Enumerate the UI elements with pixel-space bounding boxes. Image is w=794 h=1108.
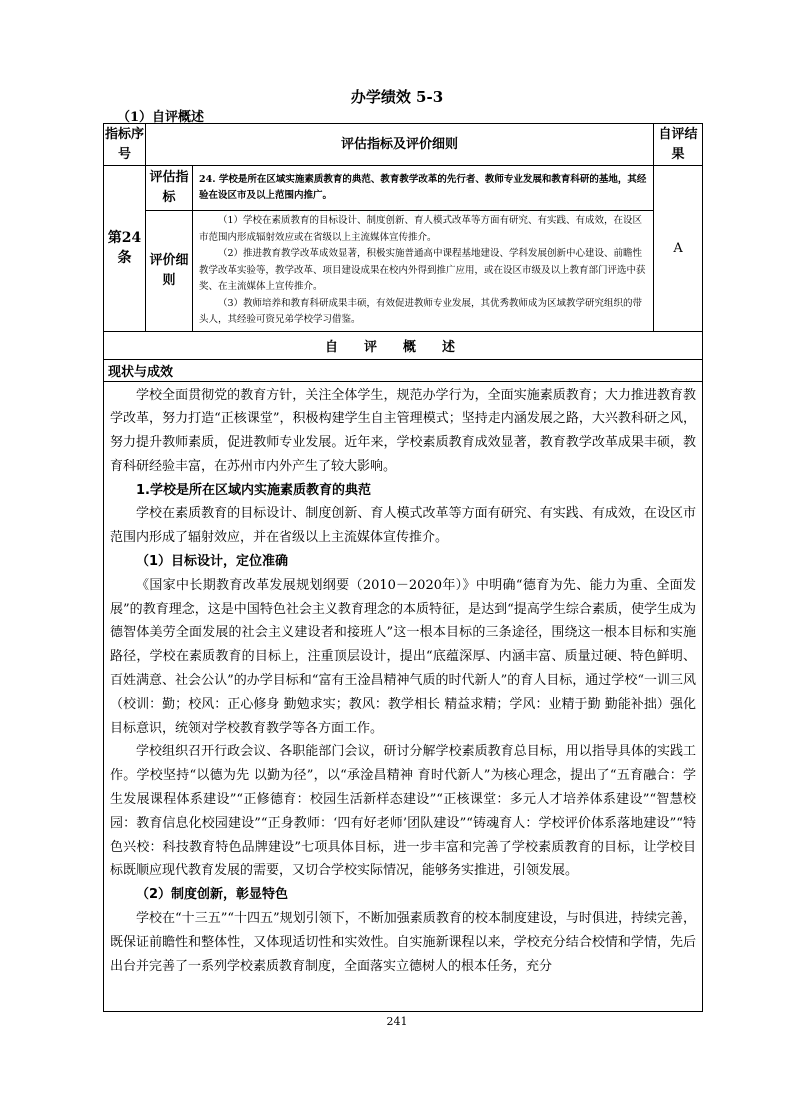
indicator-label: 评估指标 xyxy=(146,166,193,211)
current-status-heading: 现状与成效 xyxy=(104,359,703,381)
section-title: （1）自评概述 xyxy=(117,110,205,125)
subheading: 1.学校是所在区域内实施素质教育的典范 xyxy=(136,482,371,498)
paragraph: 学校组织召开行政会议、各职能部门会议，研讨分解学校素质教育总目标，用以指导具体的实践工作。学校坚持“以德为先 以勤为径”，以“承淦昌精神 育时代新人”为核心理念，提出了“五育融合：学生发展课程体系建设”“正修德育：校园生活新样态建设”“正核课堂：多元人才培养体系建设”“智慧校园：教育信息化校园建设”“正身教师：‘四有好老师’团队建设”“铸魂育人：学校评价体系落地建设”“特色兴校：科技教育特色品牌建设”七项具体目标，进一步丰富和完善了学校素质教育的目标，让学校目标既顺应现代教育发展的需要，又切合学校实际情况，能够务实推进，引领发展。 xyxy=(110,744,697,879)
paragraph: 学校在“十三五”“十四五”规划引领下，不断加强素质教育的校本制度建设，与时俱进，持续完善，既保证前瞻性和整体性，又体现适切性和实效性。自实施新课程以来，学校充分结合校情和学情，先后出台并完善了一系列学校素质教育制度，全面落实立德树人的根本任务，充分 xyxy=(110,911,697,974)
paragraph: 学校在素质教育的目标设计、制度创新、育人模式改革等方面有研究、有实践、有成效，在设区市范围内形成了辐射效应，并在省级以上主流媒体宣传推介。 xyxy=(110,506,697,546)
header-criteria: 评估指标及评价细则 xyxy=(146,124,654,166)
evaluation-table xyxy=(103,123,703,1012)
self-eval-result: A xyxy=(654,166,703,332)
detail-criteria xyxy=(193,211,654,332)
paragraph: 《国家中长期教育改革发展规划纲要（2010－2020年）》中明确“德育为先、能力为重、全面发展”的教育理念，这是中国特色社会主义教育理念的本质特征，是达到“提高学生综合素质，使学生成为德智体美劳全面发展的社会主义建设者和接班人”这一根本目标的三条途径，围绕这一根本目标和实施路径，学校在素质教育的目标上，注重顶层设计，提出“底蕴深厚、内涵丰富、质量过硬、特色鲜明、百姓满意、社会公认”的办学目标和“富有王淦昌精神气质的时代新人”的育人目标，通过学校“一训三风（校训：勤；校风：正心修身 勤勉求实；教风：教学相长 精益求精；学风：业精于勤 勤能补拙）强化目标意识，统领对学校教育教学等各方面工作。 xyxy=(110,577,697,736)
detail-label: 评价细则 xyxy=(146,211,193,332)
header-index: 指标序号 xyxy=(104,124,146,166)
self-eval-heading: 自评概述 xyxy=(104,331,703,359)
detail-item: （2）推进教育教学改革成效显著，积极实施普通高中课程基地建设、学科发展创新中心建设、前瞻性教学改革实验等，教学改革、项目建设成果在校内外得到推广应用，或在设区市级及以上教育部门评选中获奖、在主流媒体上宣传推介。 xyxy=(199,248,646,292)
page-number: 241 xyxy=(386,1015,408,1028)
detail-item: （3）教师培养和教育科研成果丰硕，有效促进教师专业发展，其优秀教师成为区域教学研究组织的带头人，其经验可资兄弟学校学习借鉴。 xyxy=(199,297,643,325)
paragraph: 学校全面贯彻党的教育方针，关注全体学生，规范办学行为，全面实施素质教育；大力推进教育教学改革，努力打造“正核课堂”，积极构建学生自主管理模式；坚持走内涵发展之路，大兴教科研之风，努力提升教师素质，促进教师专业发展。近年来，学校素质教育成效显著，教育教学改革成果丰硕，教育科研经验丰富，在苏州市内外产生了较大影响。 xyxy=(110,387,697,474)
subheading: （2）制度创新，彰显特色 xyxy=(136,887,289,903)
indicator-text: 24. 学校是所在区域实施素质教育的典范、教育教学改革的先行者、教师专业发展和教育科研的基地，其经验在设区市及以上范围内推广。 xyxy=(193,166,654,211)
body-text xyxy=(104,381,703,1011)
article-number: 第24条 xyxy=(104,166,146,332)
page-title: 办学绩效 5-3 xyxy=(350,88,444,106)
header-result: 自评结果 xyxy=(654,124,703,166)
subheading: （1）目标设计，定位准确 xyxy=(136,554,289,570)
detail-item: （1）学校在素质教育的目标设计、制度创新、育人模式改革等方面有研究、有实践、有成效，在设区市范围内形成辐射效应或在省级以上主流媒体宣传推介。 xyxy=(199,215,643,243)
